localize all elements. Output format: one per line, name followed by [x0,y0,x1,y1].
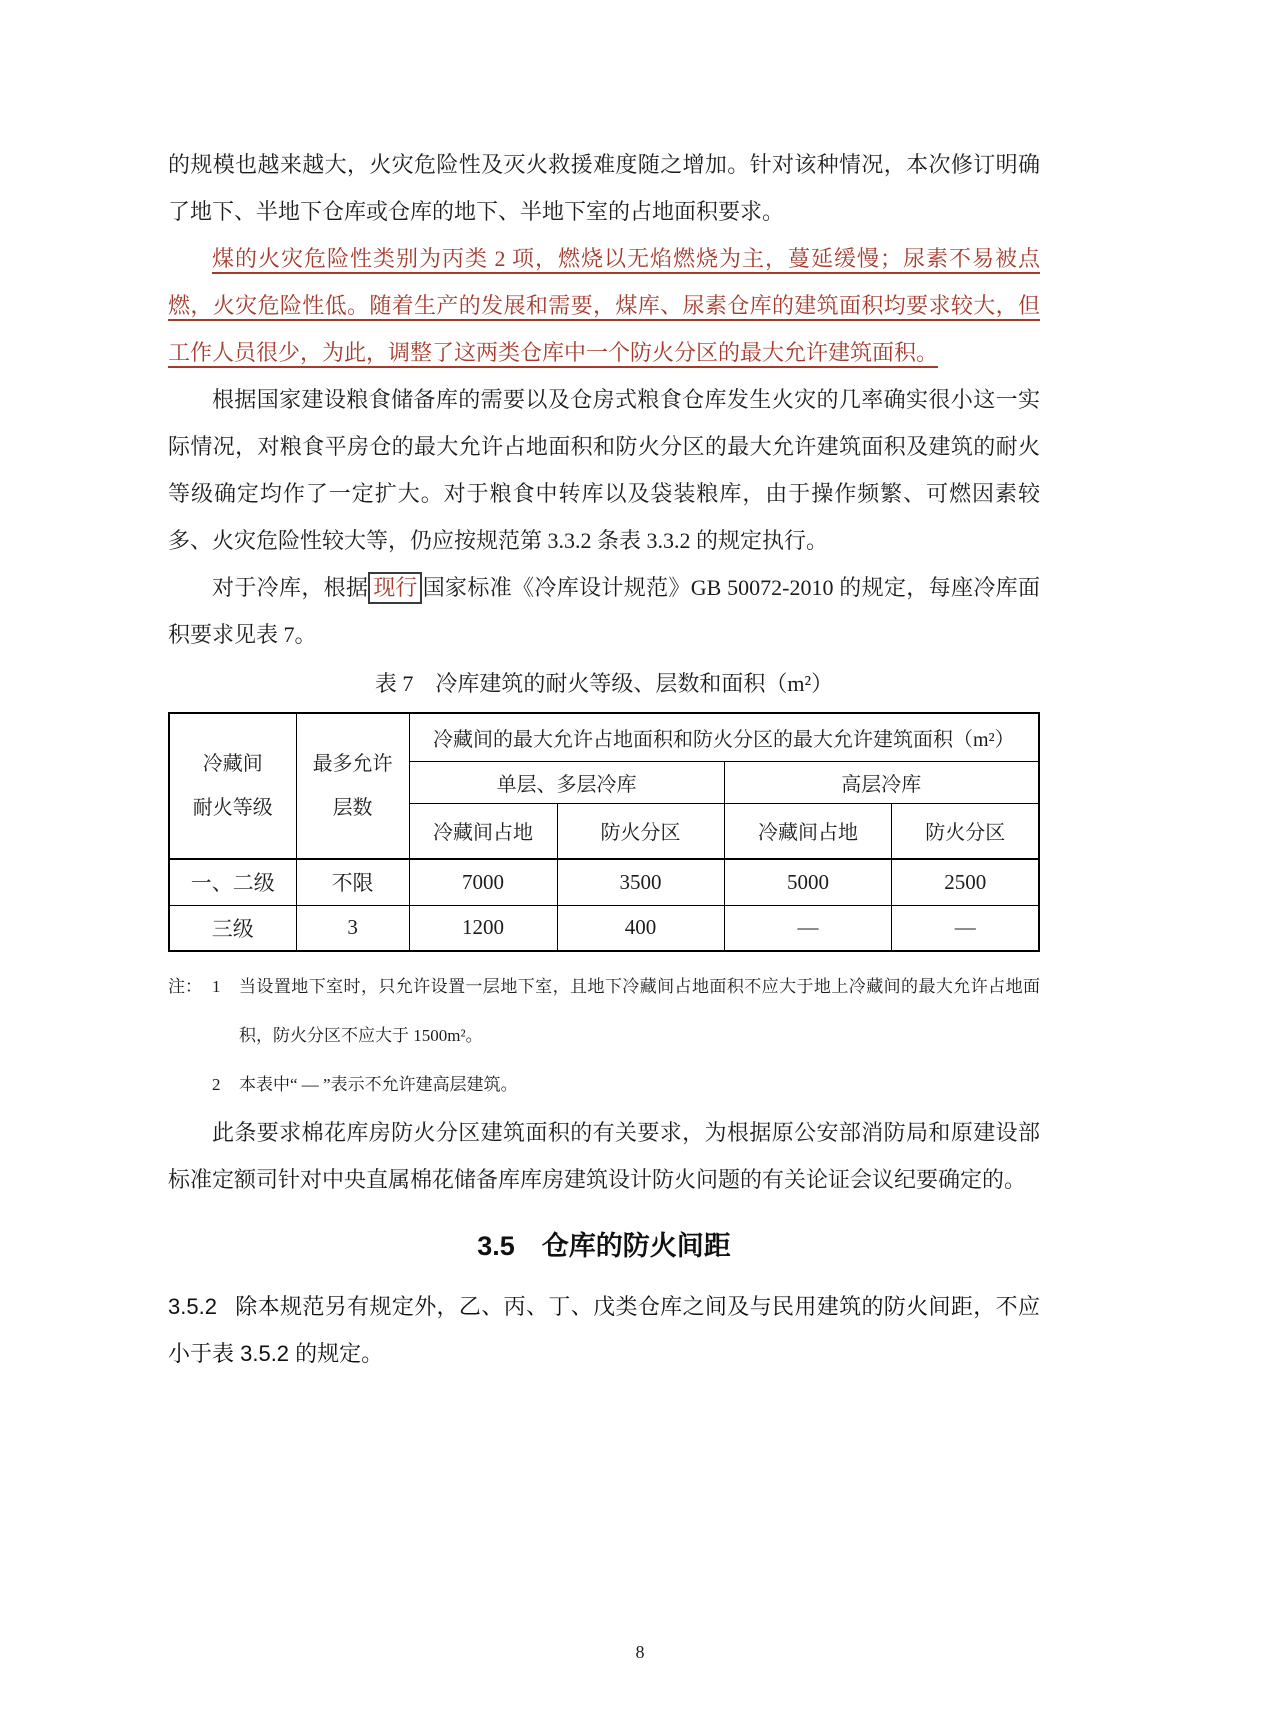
cell-value: 1200 [409,905,557,951]
page-number: 8 [635,1642,645,1662]
page-content [168,141,1040,1377]
para-continuation: 的规模也越来越大，火灾危险性及灭火救援难度随之增加。针对该种情况，本次修订明确了地下、半地下仓库或仓库的地下、半地下室的占地面积要求。 [168,152,1040,224]
cell-value: 400 [557,905,724,951]
revision-boxed-word: 现行 [368,572,422,604]
cell-rating: 三级 [169,905,296,951]
clause-3-5-2 [168,1283,1040,1377]
cell-value: — [724,905,892,951]
note2-number: 2 [212,1075,221,1094]
cell-floors: 不限 [296,859,409,905]
notes-label: 注： [168,977,202,996]
header-cell-fire-rating [169,713,296,859]
max-floors-line2: 层数 [332,797,373,819]
table7-header-row-span [169,713,1039,761]
note-item-2 [168,1060,1040,1109]
para-cold-storage [168,564,1040,658]
cell-value: 7000 [409,859,557,905]
cell-value: 2500 [892,859,1039,905]
clause-number: 3.5.2 [168,1294,217,1319]
cell-value: 5000 [724,859,892,905]
table-row [169,905,1039,951]
cell-rating: 一、二级 [169,859,296,905]
cell-floors: 3 [296,905,409,951]
table7-cold-storage [168,712,1040,952]
cold-storage-text-after: 国家标准《冷库设计规范》GB 50072-2010 的规定，每座冷库面积要求见表 7。 [168,575,1040,647]
table7-notes [168,962,1040,1109]
table-row [169,859,1039,905]
header-cell-occupied-2: 冷藏间占地 [724,803,892,859]
cell-value: 3500 [557,859,724,905]
para-grain: 根据国家建设粮食储备库的需要以及仓房式粮食仓库发生火灾的几率确实很小这一实际情况，对粮食平房仓的最大允许占地面积和防火分区的最大允许建筑面积及建筑的耐火等级确定均作了一定扩大。对于粮食中转库以及袋装粮库，由于操作频繁、可燃因素较多、火灾危险性较大等，仍应按规范第 3.3.2 条表 3.3.2 的规定执行。 [168,387,1040,553]
header-cell-single-multi: 单层、多层冷库 [409,761,724,803]
header-cell-compartment-2: 防火分区 [892,803,1039,859]
para-revision-red: 煤的火灾危险性类别为丙类 2 项，燃烧以无焰燃烧为主，蔓延缓慢；尿素不易被点燃，火灾危险性低。随着生产的发展和需要，煤库、尿素仓库的建筑面积均要求较大，但工作人员很少，为此，调整了这两类仓库中一个防火分区的最大允许建筑面积。 [168,246,1040,365]
note1-number: 1 [212,977,221,996]
note2-text: 本表中“ — ”表示不允许建高层建筑。 [239,1075,518,1094]
cold-storage-text-before: 对于冷库，根据 [212,575,369,600]
fire-rating-line1: 冷藏间 [202,753,263,775]
clause-text: 除本规范另有规定外，乙、丙、丁、戊类仓库之间及与民用建筑的防火间距，不应小于表 3.5.2 的规定。 [168,1294,1040,1366]
note2-spacer [168,1060,212,1109]
table7-caption: 表 7 冷库建筑的耐火等级、层数和面积（m²） [374,671,834,696]
header-cell-highrise: 高层冷库 [724,761,1039,803]
header-cell-compartment-1: 防火分区 [557,803,724,859]
note-item-1 [168,962,1040,1060]
header-cell-occupied-1: 冷藏间占地 [409,803,557,859]
cell-value: — [892,905,1039,951]
fire-rating-line2: 耐火等级 [192,797,273,819]
section-heading-3-5: 3.5 仓库的防火间距 [477,1231,731,1261]
header-cell-max-floors [296,713,409,859]
header-cell-span-title: 冷藏间的最大允许占地面积和防火分区的最大允许建筑面积（m²） [409,713,1039,761]
max-floors-line1: 最多允许 [312,753,393,775]
note1-text: 当设置地下室时，只允许设置一层地下室，且地下冷藏间占地面积不应大于地上冷藏间的最大允许占地面积，防火分区不应大于 1500m²。 [239,977,1040,1045]
para-cotton: 此条要求棉花库房防火分区建筑面积的有关要求，为根据原公安部消防局和原建设部标准定额司针对中央直属棉花储备库库房建筑设计防火问题的有关论证会议纪要确定的。 [168,1120,1040,1192]
